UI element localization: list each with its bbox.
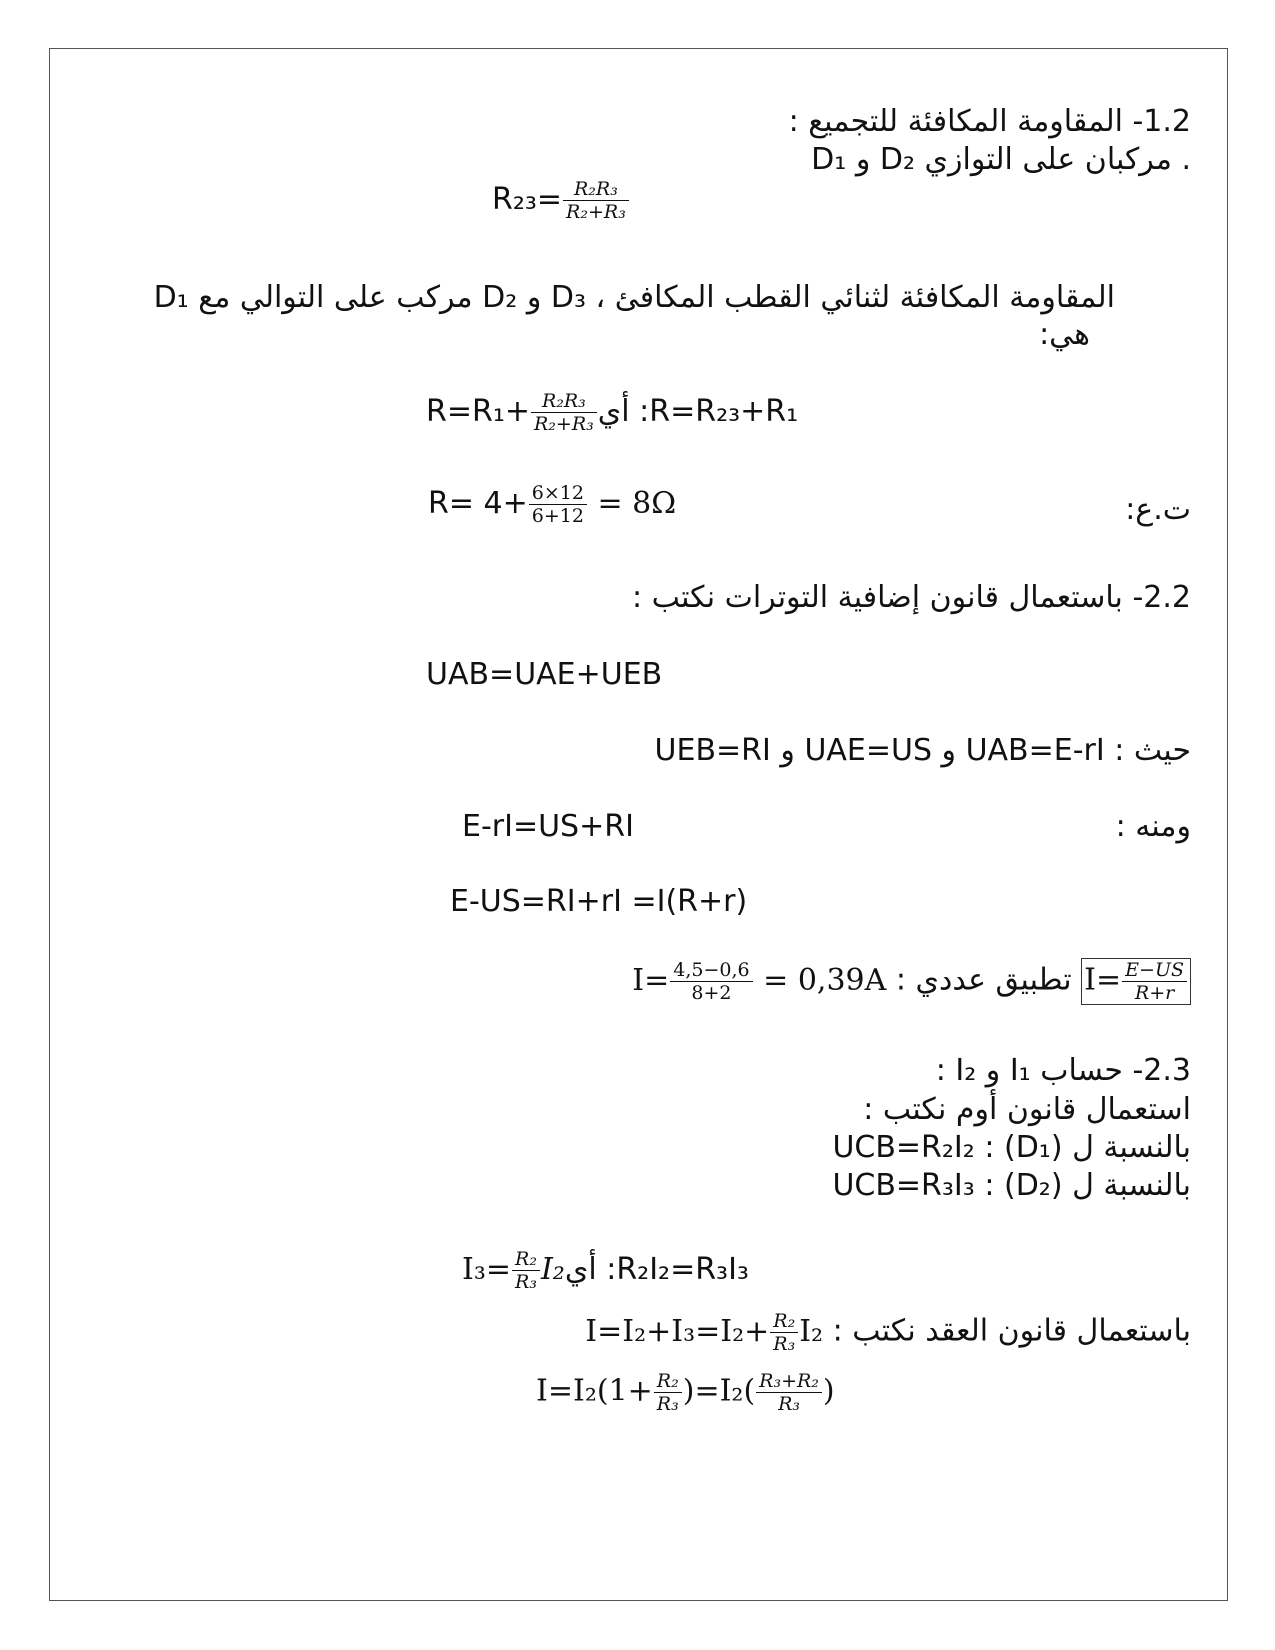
app-lhs: I= <box>632 962 670 998</box>
parallel-statement: D₁ و D₂ مركبان على التوازي . <box>811 142 1191 177</box>
final-fraction-1 <box>654 1370 682 1415</box>
ohm-law-statement: استعمال قانون أوم نكتب : <box>863 1092 1191 1127</box>
node-lhs: I=I₂+I₃=I₂+ <box>585 1313 770 1349</box>
r23-numerator: R₂R₃ <box>563 178 629 201</box>
current-line <box>632 958 1191 1005</box>
i3-rhs: I₂ <box>540 1252 565 1287</box>
app-result: = 0,39A <box>753 962 887 998</box>
req-fraction <box>531 390 597 435</box>
app-denominator: 8+2 <box>691 982 732 1004</box>
final-fraction-2 <box>756 1370 822 1415</box>
i3-denominator: R₃ <box>515 1271 537 1293</box>
section-heading-1-2: 1.2- المقاومة المكافئة للتجميع : <box>788 104 1191 139</box>
node-law-statement: باستعمال قانون العقد نكتب : <box>832 1313 1191 1349</box>
final-numerator-2: R₃+R₂ <box>756 1370 822 1393</box>
num-denominator: 6+12 <box>531 505 584 527</box>
req-denominator: R₂+R₃ <box>534 413 594 435</box>
app-numerator: 4,5−0,6 <box>670 959 752 982</box>
final-current-equation <box>536 1370 835 1415</box>
boxed-lhs: I= <box>1084 962 1122 998</box>
r23-fraction <box>563 178 629 223</box>
node-law-line <box>585 1310 1191 1355</box>
num-fraction <box>529 482 587 527</box>
numeric-resistance <box>428 482 676 527</box>
voltage-sum: UAB=UAE+UEB <box>426 657 663 692</box>
i3-ay: أي : <box>564 1252 617 1287</box>
numeric-label: ت.ع: <box>1125 492 1191 527</box>
equivalent-resistance-formula <box>426 390 798 435</box>
eq-erI: E-rI=US+RI <box>462 809 634 844</box>
section-heading-2-2: 2.2- باستعمال قانون إضافية التوترات نكتب : <box>631 580 1191 615</box>
final-denominator-2: R₃ <box>778 1393 800 1415</box>
req-sum: R=R₂₃+R₁ <box>649 394 799 429</box>
ohm-d1: بالنسبة ل (D₁) : UCB=R₂I₂ <box>832 1130 1191 1165</box>
req-numerator: R₂R₃ <box>531 390 597 413</box>
series-statement: D₁ مركب على التوالي مع D₂ و D₃ ، المقاومة المكافئة لثنائي القطب المكافئ <box>153 280 1115 315</box>
i3-lhs: I₃= <box>462 1252 512 1287</box>
boxed-denominator: R+r <box>1134 982 1175 1004</box>
numeric-current <box>632 959 887 1004</box>
final-denominator-1: R₃ <box>656 1393 679 1415</box>
r23-formula <box>492 178 630 223</box>
r23-denominator: R₂+R₃ <box>566 201 626 223</box>
i3-fraction <box>512 1248 540 1293</box>
req-lhs: R=R₁+ <box>426 394 530 429</box>
ohm-d2: بالنسبة ل (D₂) : UCB=R₃I₃ <box>832 1168 1191 1203</box>
i3-rel: R₂I₂=R₃I₃ <box>616 1252 749 1287</box>
num-result: = 8Ω <box>587 486 677 521</box>
req-ay: أي : <box>597 394 650 429</box>
final-numerator-1: R₂ <box>654 1370 682 1393</box>
hence-label: ومنه : <box>1115 809 1191 844</box>
final-mid: )=I₂( <box>682 1373 756 1409</box>
boxed-numerator: E−US <box>1122 959 1187 982</box>
node-fraction <box>770 1310 798 1355</box>
series-statement-end: هي: <box>1039 317 1090 352</box>
app-fraction <box>670 959 752 1004</box>
boxed-current-formula <box>1081 958 1191 1005</box>
where-statement: حيث : UAB=E-rI و UAE=US و UEB=RI <box>654 733 1191 768</box>
boxed-fraction <box>1122 959 1187 1004</box>
node-rhs: I₂ <box>799 1313 824 1349</box>
node-denominator: R₃ <box>773 1333 796 1355</box>
node-numerator: R₂ <box>770 1310 798 1333</box>
eq-eUs: E-US=RI+rI =I(R+r) <box>450 884 748 919</box>
i3-numerator: R₂ <box>512 1248 540 1271</box>
node-law-equation <box>585 1310 824 1355</box>
section-heading-2-3: 2.3- حساب I₁ و I₂ : <box>935 1053 1191 1088</box>
num-numerator: 6×12 <box>529 482 587 505</box>
num-lhs: R= 4+ <box>428 486 528 521</box>
final-lhs: I=I₂(1+ <box>536 1373 653 1409</box>
numeric-application-label: تطبيق عددي : <box>895 962 1072 998</box>
i3-relation <box>462 1248 749 1293</box>
r23-lhs: R₂₃= <box>492 182 563 217</box>
final-end: ) <box>822 1373 835 1409</box>
